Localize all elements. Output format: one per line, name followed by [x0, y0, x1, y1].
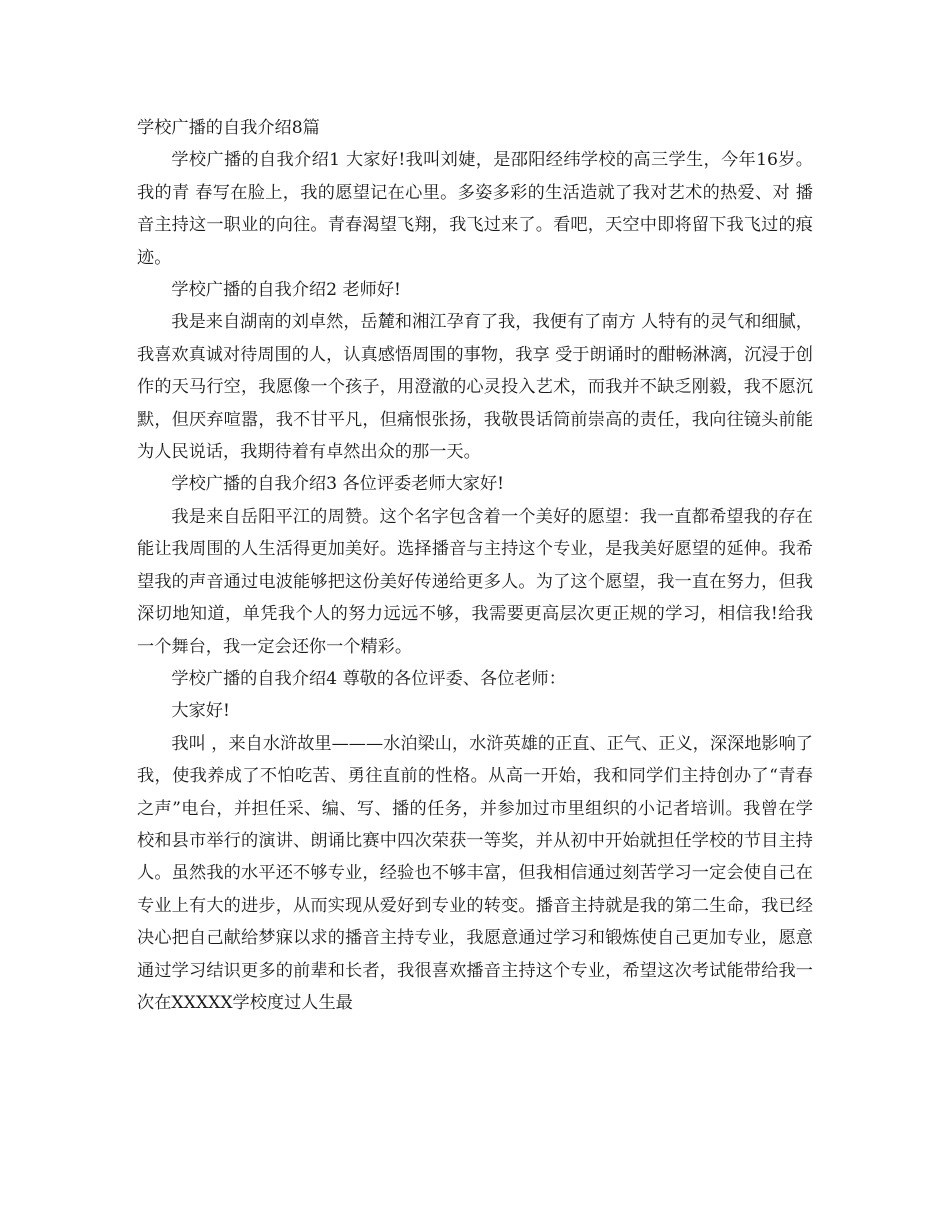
paragraph-intro-4-body: 我叫 ，来自水浒故里———水泊梁山，水浒英雄的正直、正气、正义，深深地影响了我，使我养成了不怕吃苦、勇往直前的性格。从高一开始，我和同学们主持创办了“青春之声”电台，并担任采、编、写、播的任务，并参加过市里组织的小记者培训。我曾在学校和县市举行的演讲、朗诵比赛中四次荣获一等奖，并从初中开始就担任学校的节目主持人。虽然我的水平还不够专业，经验也不够丰富，但我相信通过刻苦学习一定会使自己在专业上有大的进步，从而实现从爱好到专业的转变。播音主持就是我的第二生命，我已经决心把自己献给梦寐以求的播音主持专业，我愿意通过学习和锻炼使自己更加专业，愿意通过学习结识更多的前辈和长者，我很喜欢播音主持这个专业，希望这次考试能带给我一次在XXXXX学校度过人生最	[137, 733, 813, 1013]
paragraph-intro-2-body: 我是来自湖南的刘卓然，岳麓和湘江孕育了我，我便有了南方 人特有的灵气和细腻，我喜欢真诚对待周围的人，认真感悟周围的事物，我享 受于朗诵时的酣畅淋漓，沉浸于创作的天马行空，我愿像一个孩子，用澄澈的心灵投入艺术，而我并不缺乏刚毅，我不愿沉默，但厌弃喧嚣，我不甘平凡，但痛恨张扬，我敬畏话筒前崇高的责任，我向往镜头前能为人民说话，我期待着有卓然出众的那一天。	[137, 312, 813, 463]
paragraph-intro-3-body: 我是来自岳阳平江的周赞。这个名字包含着一个美好的愿望：我一直都希望我的存在能让我周围的人生活得更加美好。选择播音与主持这个专业，是我美好愿望的延伸。我希望我的声音通过电波能够把这份美好传递给更多人。为了这个愿望，我一直在努力，但我深切地知道，单凭我个人的努力远远不够，我需要更高层次更正规的学习，相信我!给我一个舞台，我一定会还你一个精彩。	[137, 506, 813, 657]
paragraph-intro-3-heading: 学校广播的自我介绍3 各位评委老师大家好!	[171, 474, 505, 495]
paragraph-intro-4-greeting: 大家好!	[171, 701, 230, 722]
document-body	[137, 112, 813, 1019]
paragraph-intro-2-heading: 学校广播的自我介绍2 老师好!	[171, 280, 401, 301]
paragraph-intro-1: 学校广播的自我介绍1 大家好!我叫刘婕，是邵阳经纬学校的高三学生，今年16岁。我的青 春写在脸上，我的愿望记在心里。多姿多彩的生活造就了我对艺术的热爱、对 播音主持这一职业的向往。青春渴望飞翔，我飞过来了。看吧，天空中即将留下我飞过的痕迹。	[137, 150, 813, 268]
document-title: 学校广播的自我介绍8篇	[137, 118, 320, 138]
paragraph-intro-4-heading: 学校广播的自我介绍4 尊敬的各位评委、各位老师：	[171, 668, 566, 689]
